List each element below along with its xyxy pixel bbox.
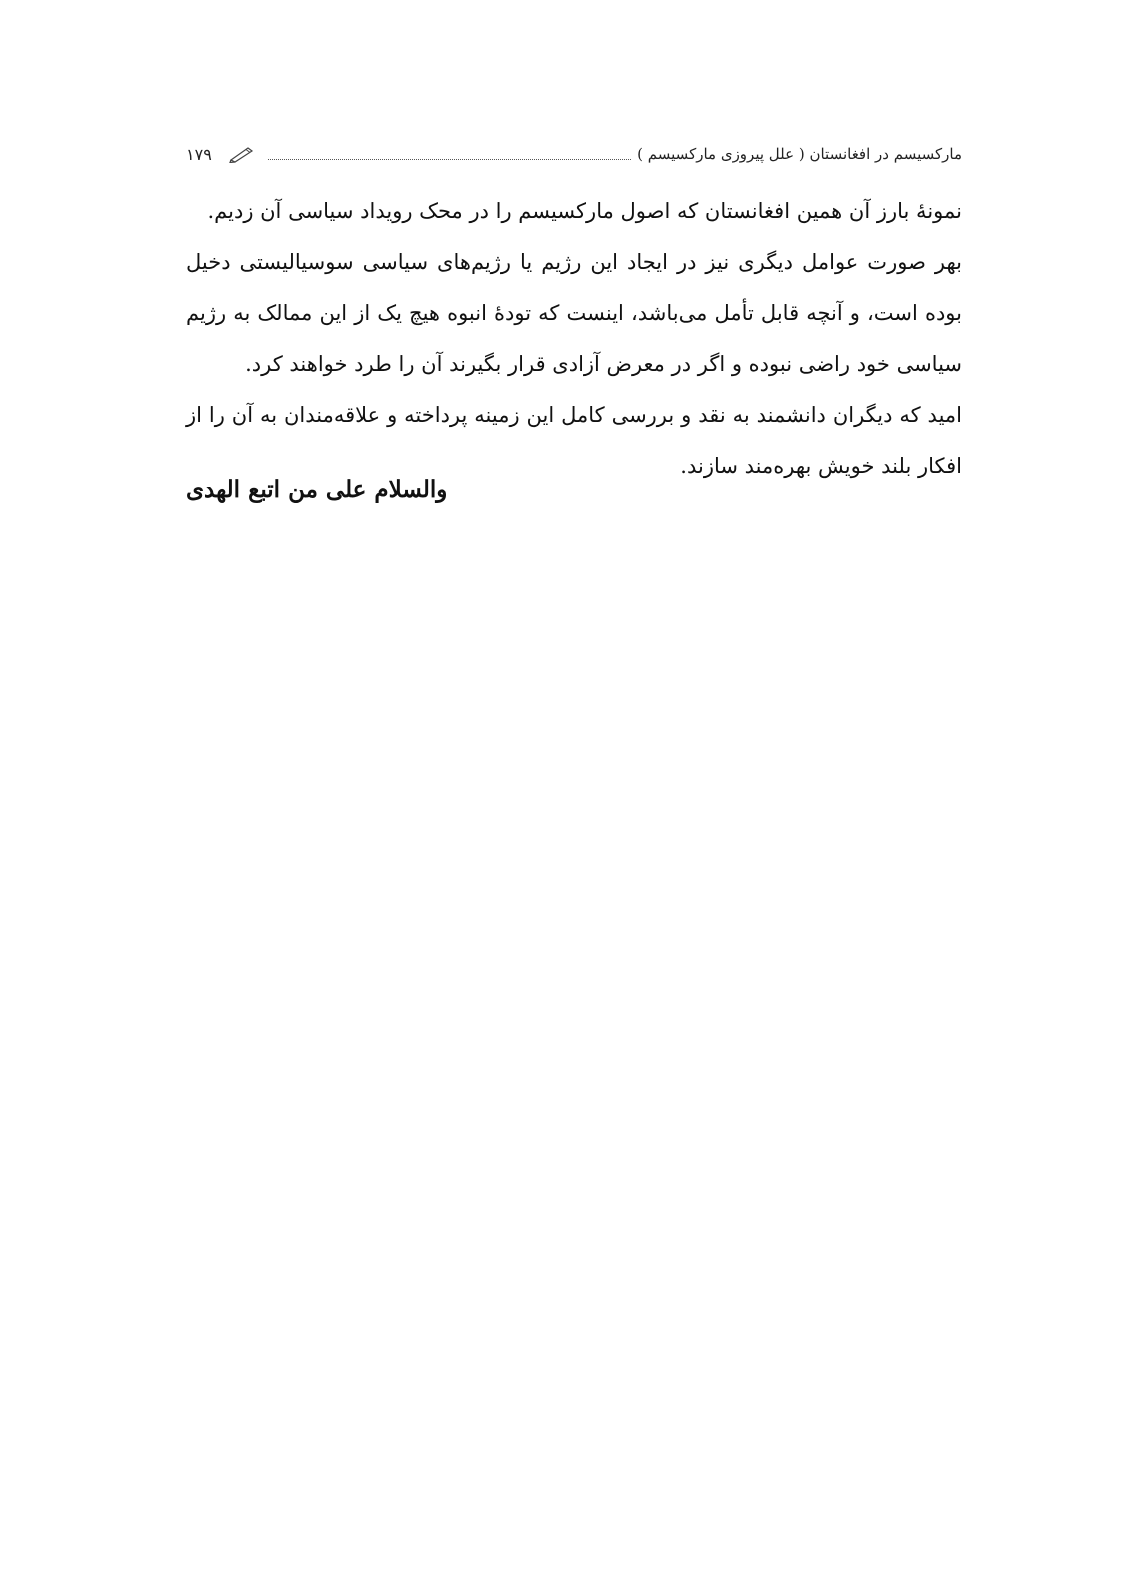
body-text [186,186,962,492]
header-dot-leader [268,159,631,160]
page-number: ۱۷۹ [186,144,212,164]
paragraph: امید که دیگران دانشمند به نقد و بررسی کامل این زمینه پرداخته و علاقه‌مندان به آن را از افکار بلند خویش بهره‌مند سازند. [186,403,962,478]
running-header [186,140,962,168]
running-title: مارکسیسم در افغانستان ( علل پیروزی مارکسیسم ) [637,145,962,163]
pencil-icon [228,145,254,163]
paragraph: نمونۀ بارز آن همین افغانستان که اصول مارکسیسم را در محک رویداد سیاسی آن زدیم. [207,199,962,223]
paragraph: بهر صورت عوامل دیگری نیز در ایجاد این رژیم یا رژیم‌های سیاسی سوسیالیستی دخیل بوده است، و آنچه قابل تأمل می‌باشد، اینست که تودۀ انبوه هیچ یک از این ممالک به رژیم سیاسی خود راضی نبوده و اگر در معرض آزادی قرار بگیرند آن را طرد خواهند کرد. [186,250,962,376]
closing-salutation: والسلام علی من اتبع الهدی [186,476,448,503]
